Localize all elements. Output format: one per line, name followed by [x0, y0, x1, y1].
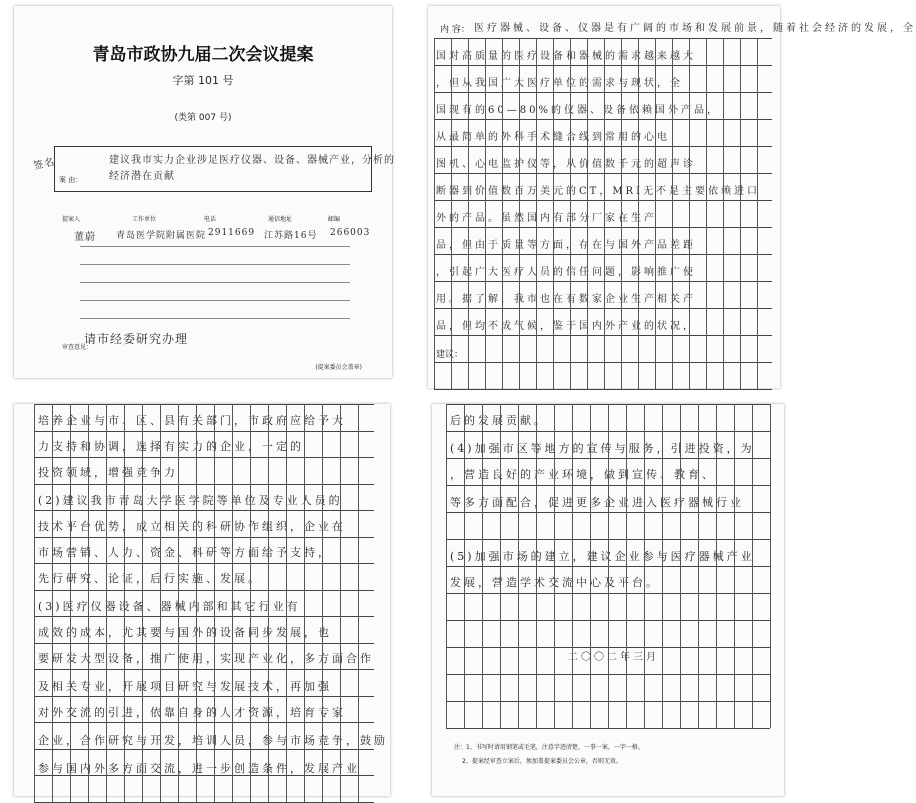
proposer-address: 江苏路16号 [264, 231, 318, 241]
proposal-final-page [432, 404, 784, 796]
content-line: 投资领域，增强竞争力 [38, 466, 178, 479]
grid-line [34, 537, 374, 538]
grid-column-line [698, 404, 699, 728]
grid-column-line [268, 404, 269, 802]
grid-column-line [587, 38, 588, 389]
grid-column-line [604, 38, 605, 389]
grid-column-line [734, 404, 735, 728]
grid-column-line [672, 38, 673, 389]
grid-column-line [752, 404, 753, 728]
col-phone: 电话 [204, 216, 217, 223]
grid-line [34, 616, 374, 617]
grid-column-line [608, 404, 609, 728]
proposal-cover-page [14, 6, 395, 378]
grid-column-line [434, 38, 435, 389]
content-line: 断器到价值数百万美元的CT，MRI无不是主要依赖进口 [436, 186, 761, 197]
grid-column-line [536, 38, 537, 389]
grid-line [34, 749, 374, 750]
grid-column-line [655, 38, 656, 389]
grid-column-line [451, 38, 452, 389]
grid-column-line [340, 404, 341, 802]
proposer-line [80, 300, 350, 301]
grid-column-line [70, 404, 71, 802]
grid-column-line [250, 404, 251, 802]
grid-column-line [740, 38, 741, 389]
grid-column-line [572, 404, 573, 728]
note-1: 注：1、书写时请用钢笔或毛笔，注意字迹清楚，一事一案，一字一格。 [454, 744, 644, 751]
content-line: (2)建议我市青岛大学医学院等单位及专业人员的 [38, 494, 343, 507]
grid-column-line [770, 404, 771, 728]
content-line: 培养企业与市、区、县有关部门，市政府应给予大 [38, 414, 346, 427]
proposer-line [80, 318, 350, 319]
content-line: (4)加强市区等地方的宣传与服务，引进投资，为 [450, 442, 755, 455]
proposal-continuation-page [14, 404, 390, 796]
grid-line [34, 669, 374, 670]
proposer-line [80, 264, 350, 265]
grid-column-line [644, 404, 645, 728]
category-number: (类第 007 号) [174, 113, 232, 123]
grid-column-line [322, 404, 323, 802]
grid-column-line [723, 38, 724, 389]
signature-date: 二〇〇二年三月 [568, 652, 659, 663]
col-proposer: 提案人 [62, 216, 81, 223]
grid-column-line [621, 38, 622, 389]
grid-column-line [196, 404, 197, 802]
grid-line [34, 563, 374, 564]
case-box [32, 146, 395, 192]
content-line: 发展，营造学术交流中心及平台。 [450, 576, 660, 589]
proposer-name: 董蔚 [74, 232, 96, 243]
col-postcode: 邮编 [328, 216, 341, 223]
grid-column-line [124, 404, 125, 802]
content-line: ，但从我国广大医疗单位的需求与现状，全 [436, 78, 683, 89]
grid-line [34, 590, 374, 591]
content-line: 参与国内外多方面交流，进一步创造条件，发展产业 [38, 762, 360, 775]
content-line: (3)医疗仪器设备、器械内部和其它行业有 [38, 600, 301, 613]
grid-column-line [214, 404, 215, 802]
grid-column-line [160, 404, 161, 802]
grid-column-line [680, 404, 681, 728]
grid-column-line [757, 38, 758, 389]
grid-column-line [716, 404, 717, 728]
content-line: 医疗器械、设备、仪器是有广阔的市场和发展前景，随着社会经济的发展，全 [474, 23, 916, 34]
content-line: 外的产品。虽然国内有部分厂家在生产 [436, 213, 657, 224]
content-line: 要研发大型设备，推广使用，实现产业化，多方面合作 [38, 652, 374, 665]
content-line: 力支持和协调，选择有实力的企业，一定的 [38, 440, 304, 453]
grid-column-line [518, 404, 519, 728]
grid-column-line [232, 404, 233, 802]
content-line: 从最简单的外科手术缝合线到常用的心电 [436, 132, 670, 143]
grid-column-line [178, 404, 179, 802]
grid-column-line [662, 404, 663, 728]
content-line: 市场营销、人力、资金、科研等方面给予支持， [38, 546, 332, 559]
grid-column-line [519, 38, 520, 389]
proposal-title: 青岛市政协九届二次会议提案 [92, 45, 314, 65]
grid-line [434, 389, 772, 390]
content-line: ，营造良好的产业环境，做到宣传、教育、 [450, 468, 716, 481]
content-line: 等多方面配合，促进更多企业进入医疗器械行业 [450, 496, 744, 509]
col-address: 通信地址 [268, 216, 293, 223]
proposal-number: 字第 101 号 [172, 74, 234, 87]
case-label: 案 由： [59, 176, 83, 184]
content-line: 国对高质量的医疗设备和器械的需求越来越大 [436, 51, 696, 62]
grid-column-line [106, 404, 107, 802]
grid-column-line [570, 38, 571, 389]
grid-line [34, 802, 374, 803]
grid-column-line [304, 404, 305, 802]
suggestion-label: 建议： [436, 350, 464, 360]
grid-column-line [485, 38, 486, 389]
grid-column-line [88, 404, 89, 802]
content-line: 先行研究、论证，后行实施、发展。 [38, 572, 262, 585]
grid-column-line [286, 404, 287, 802]
side-signature: 签名 [32, 156, 57, 173]
grid-column-line [553, 38, 554, 389]
grid-column-line [638, 38, 639, 389]
review-text: 请市经委研究办理 [84, 332, 189, 346]
grid-line [34, 722, 374, 723]
grid-column-line [446, 404, 447, 728]
grid-line [34, 484, 374, 485]
grid-column-line [536, 404, 537, 728]
content-line: 后的发展贡献。 [450, 414, 548, 427]
grid-column-line [142, 404, 143, 802]
content-line: 图机、心电监护仪等，从价值数千元的超声诊 [436, 159, 696, 170]
grid-column-line [706, 38, 707, 389]
proposer-postcode: 266003 [330, 228, 371, 238]
grid-column-line [464, 404, 465, 728]
content-line: 对外交流的引进，依靠自身的人才资源，培育专家 [38, 706, 346, 719]
content-line: 及相关专业，开展项目研究与发展技术，再加强 [38, 680, 332, 693]
proposer-line [80, 246, 350, 247]
proposer-unit: 青岛医学院附属医院 [116, 231, 207, 241]
content-line: 用。据了解，我市也在有数家企业生产相关产 [436, 294, 696, 305]
review-label: 审查意见： [62, 344, 93, 351]
content-line: 品，但由于质量等方面，存在与国外产品差距 [436, 240, 696, 251]
case-text: 建议我市实力企业涉足医疗仪器、设备、器械产业，分析的经济潜在贡献 [109, 155, 395, 182]
grid-line [34, 510, 374, 511]
grid-column-line [482, 404, 483, 728]
grid-column-line [590, 404, 591, 728]
grid-line [34, 696, 374, 697]
content-line: 成效的成本，尤其要与国外的设备同步发展，也 [38, 626, 332, 639]
grid-line [34, 404, 374, 405]
content-line: 企业，合作研究与开发，培训人员，参与市场竞争，鼓励 [38, 734, 388, 747]
content-line: (5)加强市场的建立，建议企业参与医疗器械产业 [450, 550, 755, 563]
content-label: 内 容： [440, 25, 470, 35]
note-2: 2、提案经审查立案后，须加盖提案委员会公章，否则无效。 [462, 758, 622, 765]
grid-column-line [358, 404, 359, 802]
content-line: 国现有的60—80%的仪器、设备依赖国外产品， [436, 105, 720, 116]
grid-column-line [500, 404, 501, 728]
grid-column-line [468, 38, 469, 389]
grid-column-line [554, 404, 555, 728]
proposer-phone: 2911669 [208, 228, 256, 238]
grid-line [34, 775, 374, 776]
grid-line [446, 728, 770, 729]
grid-column-line [689, 38, 690, 389]
proposal-content-page [428, 6, 916, 388]
grid-column-line [52, 404, 53, 802]
grid-line [34, 643, 374, 644]
proposer-line [80, 282, 350, 283]
grid-column-line [502, 38, 503, 389]
grid-column-line [34, 404, 35, 802]
grid-column-line [626, 404, 627, 728]
content-line: ，引起广大医疗人员的信任问题，影响推广使 [436, 267, 696, 278]
col-unit: 工作单位 [132, 216, 157, 223]
grid-line [34, 457, 374, 458]
grid-line [34, 431, 374, 432]
content-line: 技术平台优势，成立相关的科研协作组织，企业在 [38, 520, 346, 533]
content-line: 品，但均不成气候，鉴于国内外产业的状况， [436, 321, 696, 332]
committee-stamp-note: (提案委员会盖章) [315, 364, 362, 371]
